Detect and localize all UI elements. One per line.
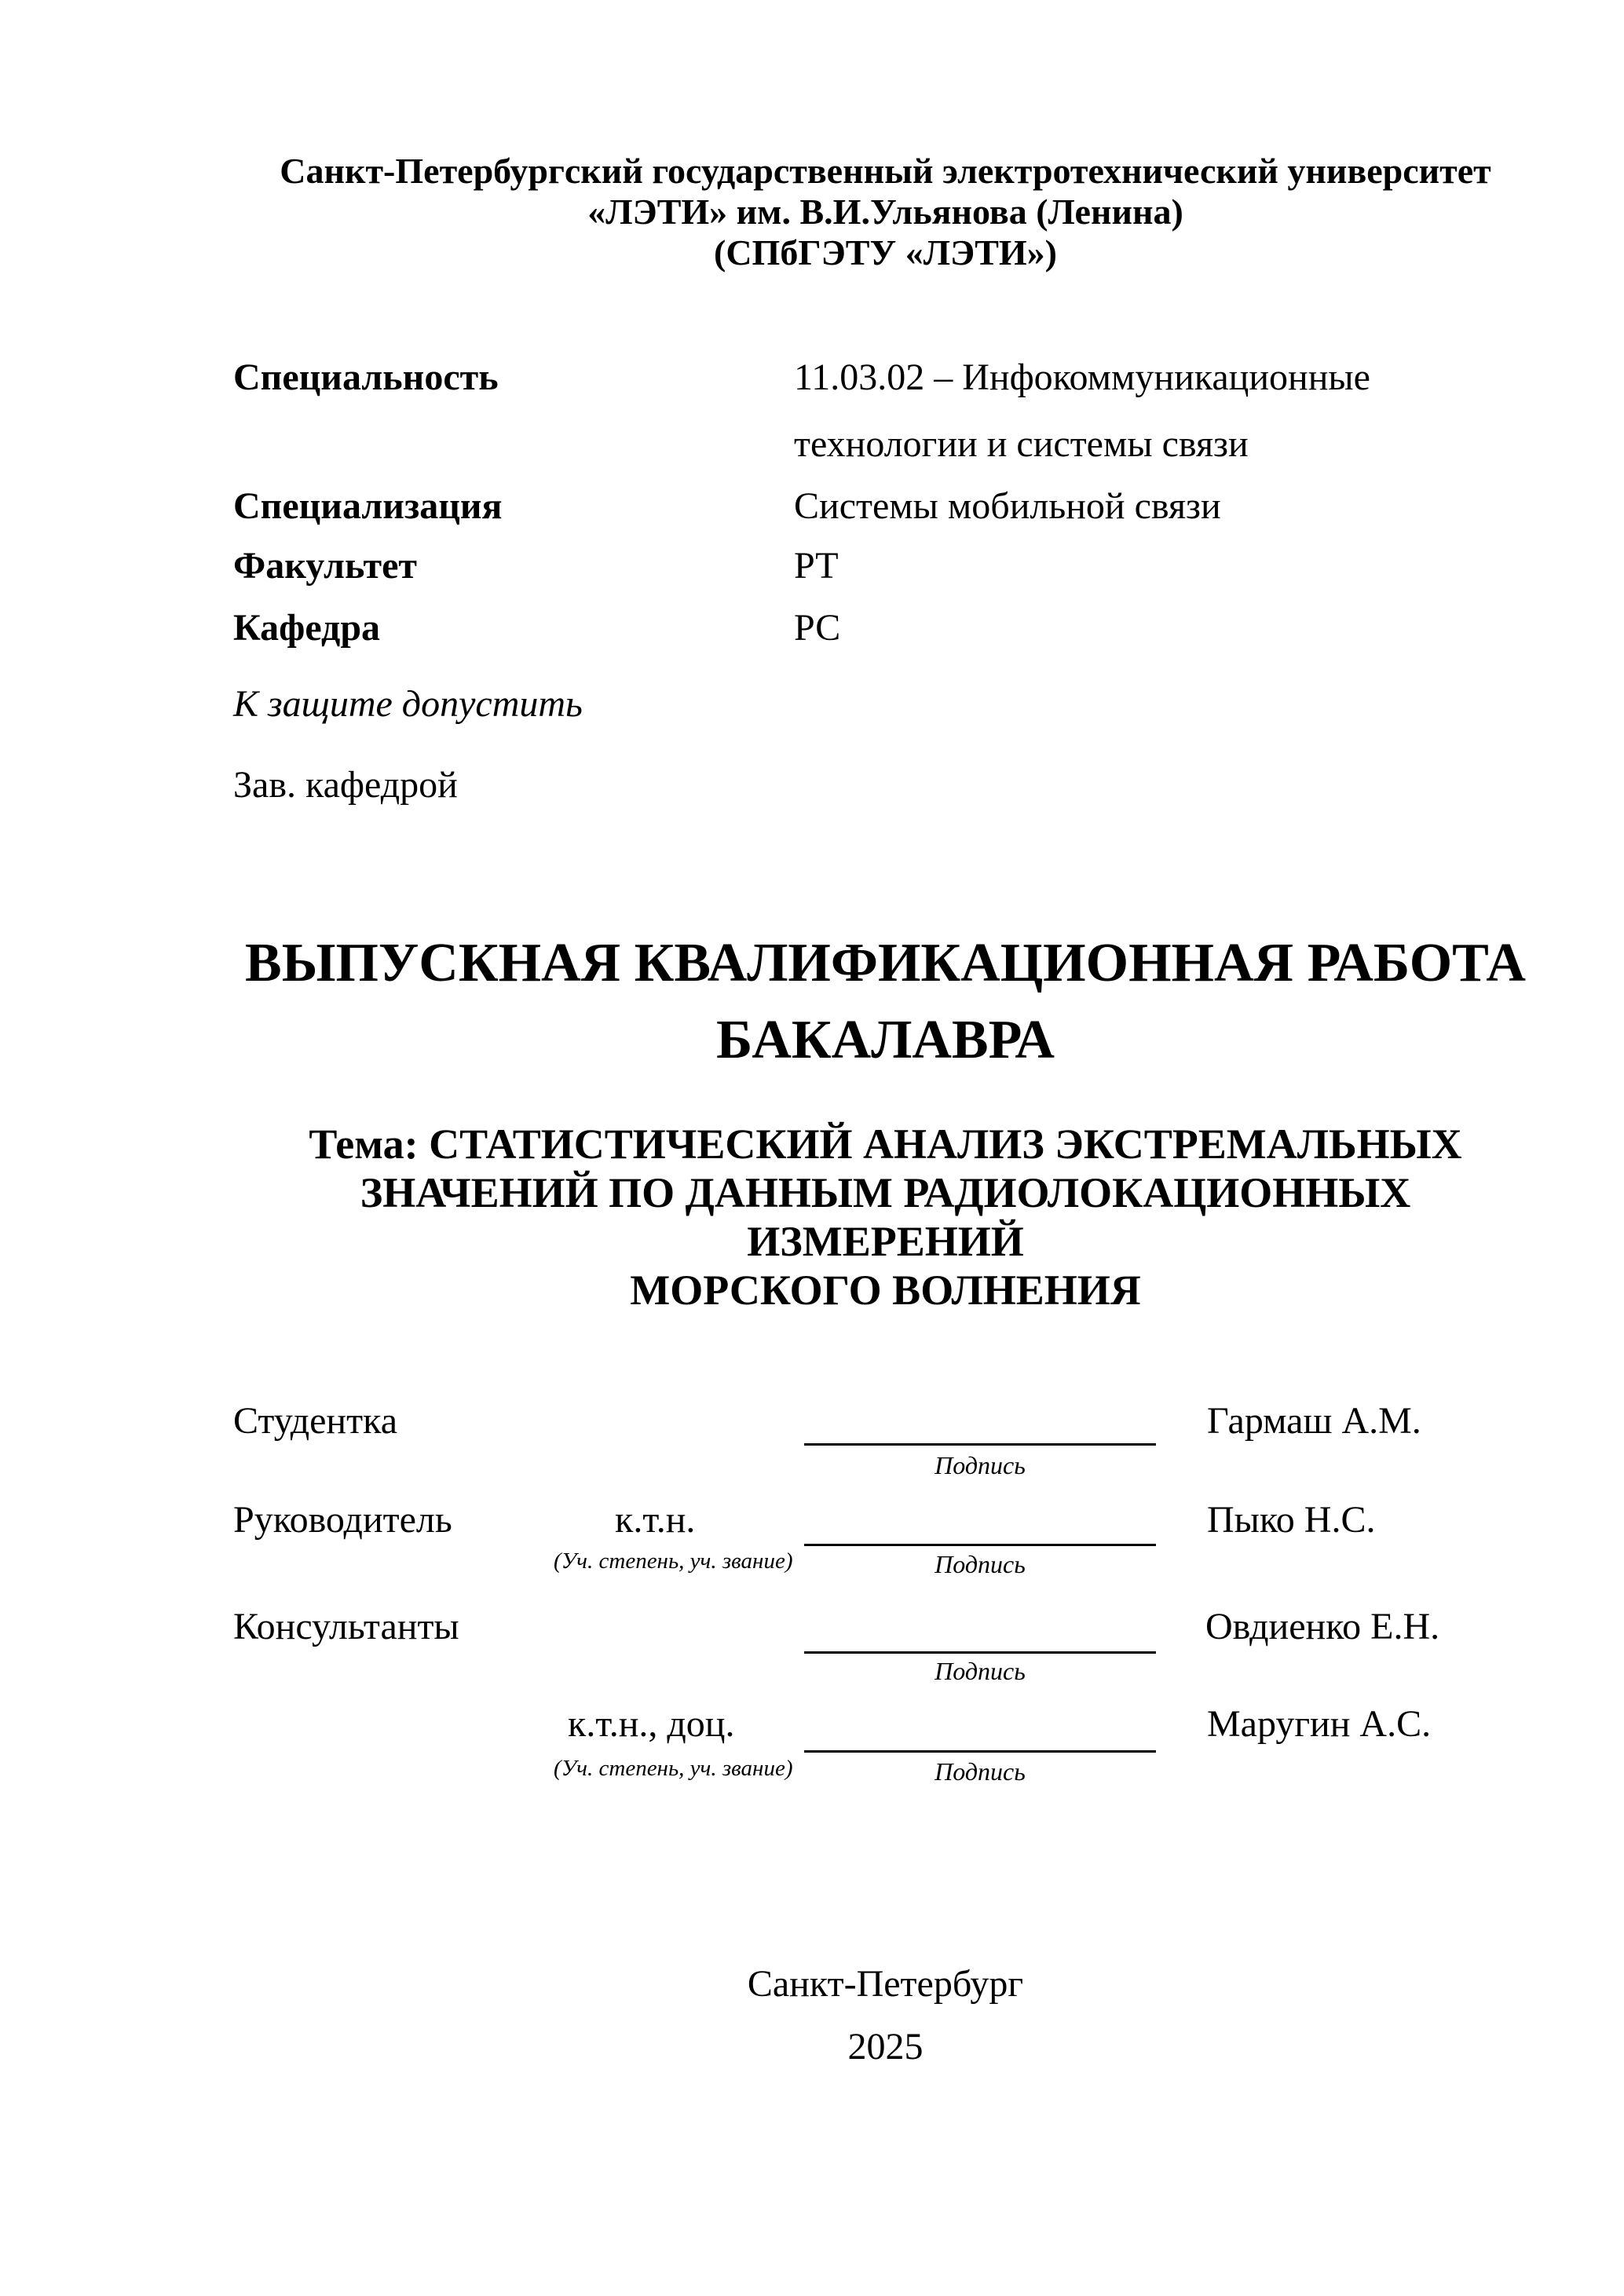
theme-line2: ЗНАЧЕНИЙ ПО ДАННЫМ РАДИОЛОКАЦИОННЫХ ИЗМЕРЕНИЙ <box>360 1169 1411 1265</box>
supervisor-degree: к.т.н. <box>615 1499 696 1541</box>
consultant2-signature-line <box>804 1750 1156 1753</box>
faculty-label: Факультет <box>233 545 417 587</box>
consultant1-signature-line <box>804 1651 1156 1654</box>
supervisor-signature-caption: Подпись <box>935 1550 1026 1578</box>
faculty-value: РТ <box>794 545 839 587</box>
admission-allow-text: К защите допустить <box>233 683 583 725</box>
university-name-line3: (СПбГЭТУ «ЛЭТИ») <box>714 232 1057 272</box>
footer-city: Санкт-Петербург <box>747 1963 1024 2005</box>
specialty-label: Специальность <box>233 356 499 398</box>
university-name-line2: «ЛЭТИ» им. В.И.Ульянова (Ленина) <box>587 192 1183 232</box>
specialty-value-line2: технологии и системы связи <box>794 423 1249 465</box>
supervisor-signature-line <box>804 1544 1156 1546</box>
student-signature-caption: Подпись <box>935 1451 1026 1479</box>
supervisor-degree-caption: (Уч. степень, уч. звание) <box>554 1548 793 1574</box>
specialization-value: Системы мобильной связи <box>794 485 1221 527</box>
department-value: РС <box>794 607 841 649</box>
theme-title <box>232 1120 1539 1314</box>
footer-year: 2025 <box>847 2026 924 2067</box>
university-header <box>232 151 1539 273</box>
student-role-label: Студентка <box>233 1400 397 1442</box>
student-name: Гармаш А.М. <box>1207 1400 1421 1442</box>
supervisor-role-label: Руководитель <box>233 1499 452 1541</box>
department-label: Кафедра <box>233 607 381 649</box>
consultant1-signature-caption: Подпись <box>935 1657 1026 1685</box>
student-signature-line <box>804 1443 1156 1446</box>
consultant2-name: Маругин А.С. <box>1207 1703 1432 1745</box>
consultant2-degree: к.т.н., доц. <box>568 1703 735 1745</box>
supervisor-name: Пыко Н.С. <box>1207 1499 1376 1541</box>
specialty-value-line1: 11.03.02 – Инфокоммуникационные <box>794 356 1370 398</box>
university-name-line1: Санкт-Петербургский государственный электротехнический университет <box>280 151 1491 191</box>
head-of-department-label: Зав. кафедрой <box>233 764 458 806</box>
work-title-line2: БАКАЛАВРА <box>716 1010 1055 1070</box>
theme-line1: Тема: СТАТИСТИЧЕСКИЙ АНАЛИЗ ЭКСТРЕМАЛЬНЫХ <box>309 1121 1462 1168</box>
work-title-line1: ВЫПУСКНАЯ КВАЛИФИКАЦИОННАЯ РАБОТА <box>245 933 1526 993</box>
consultants-role-label: Консультанты <box>233 1606 459 1647</box>
theme-line3: МОРСКОГО ВОЛНЕНИЯ <box>630 1267 1141 1314</box>
specialization-label: Специализация <box>233 485 503 527</box>
consultant1-name: Овдиенко Е.Н. <box>1205 1606 1440 1647</box>
consultant2-signature-caption: Подпись <box>935 1757 1026 1786</box>
consultant2-degree-caption: (Уч. степень, уч. звание) <box>554 1756 793 1781</box>
